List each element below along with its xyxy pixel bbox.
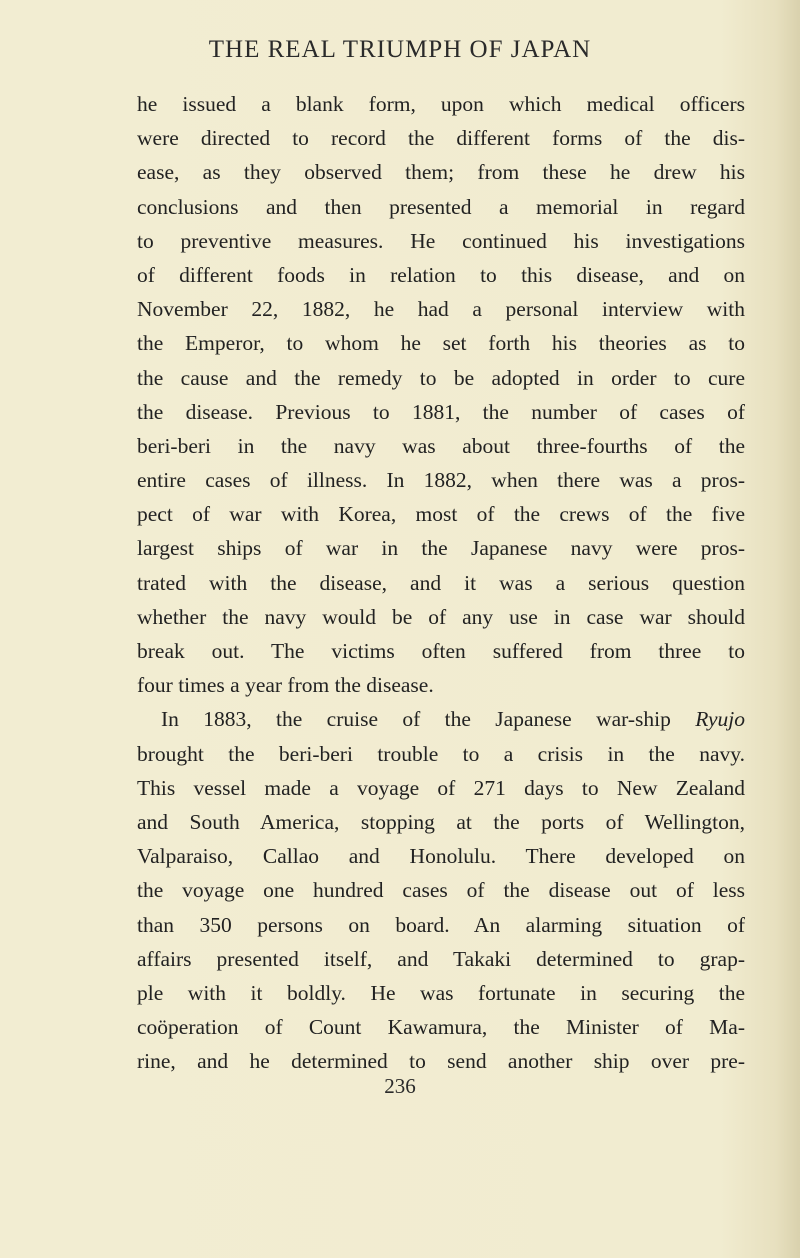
text-line: and South America, stopping at the ports of Wellington, xyxy=(137,809,745,834)
text-line: were directed to record the different forms of the dis- xyxy=(137,126,745,151)
text-line: he issued a blank form, upon which medical officers xyxy=(137,92,745,116)
text-line: pect of war with Korea, most of the crews of the five xyxy=(137,502,745,527)
text-line: coöperation of Count Kawamura, the Minister of Ma- xyxy=(137,1015,745,1040)
ship-name: Ryujo xyxy=(695,707,745,732)
text-line: than 350 persons on board. An alarming situation of xyxy=(137,912,745,937)
text-line-start: In 1883, the cruise of the Japanese war-ship xyxy=(161,707,696,732)
text-line: of different foods in relation to this disease, and on xyxy=(137,262,745,287)
running-head: THE REAL TRIUMPH OF JAPAN xyxy=(208,36,592,63)
text-line: break out. The victims often suffered from three to xyxy=(137,639,745,663)
text-line: affairs presented itself, and Takaki determined to grap- xyxy=(137,946,745,971)
paragraph-end-line: four times a year from the disease. xyxy=(137,673,434,698)
text-line: the voyage one hundred cases of the disease out of less xyxy=(137,878,745,903)
text-line: ple with it boldly. He was fortunate in securing the xyxy=(137,980,745,1005)
text-line: brought the beri-beri trouble to a crisis in the navy. xyxy=(137,741,745,766)
text-line: the disease. Previous to 1881, the number of cases of xyxy=(137,399,745,424)
page-number: 236 xyxy=(384,1074,416,1098)
text-line: to preventive measures. He continued his investigations xyxy=(137,228,745,253)
paragraph-start-line xyxy=(137,702,745,736)
text-line: November 22, 1882, he had a personal interview with xyxy=(137,297,745,322)
text-line: trated with the disease, and it was a serious question xyxy=(137,570,745,595)
text-line: ease, as they observed them; from these he drew his xyxy=(137,160,745,185)
text-line: Valparaiso, Callao and Honolulu. There developed on xyxy=(137,844,745,869)
text-line: the cause and the remedy to be adopted in order to cure xyxy=(137,365,745,390)
text-line: the Emperor, to whom he set forth his theories as to xyxy=(137,331,745,356)
text-line: This vessel made a voyage of 271 days to New Zealand xyxy=(137,775,745,800)
text-line: rine, and he determined to send another ship over pre- xyxy=(137,1049,745,1074)
text-line: largest ships of war in the Japanese navy were pros- xyxy=(137,536,745,561)
body-text xyxy=(137,87,745,1078)
text-line: beri-beri in the navy was about three-fourths of the xyxy=(137,433,745,458)
text-line: entire cases of illness. In 1882, when there was a pros- xyxy=(137,468,745,493)
text-line: whether the navy would be of any use in case war should xyxy=(137,604,745,629)
text-line: conclusions and then presented a memorial in regard xyxy=(137,194,745,219)
